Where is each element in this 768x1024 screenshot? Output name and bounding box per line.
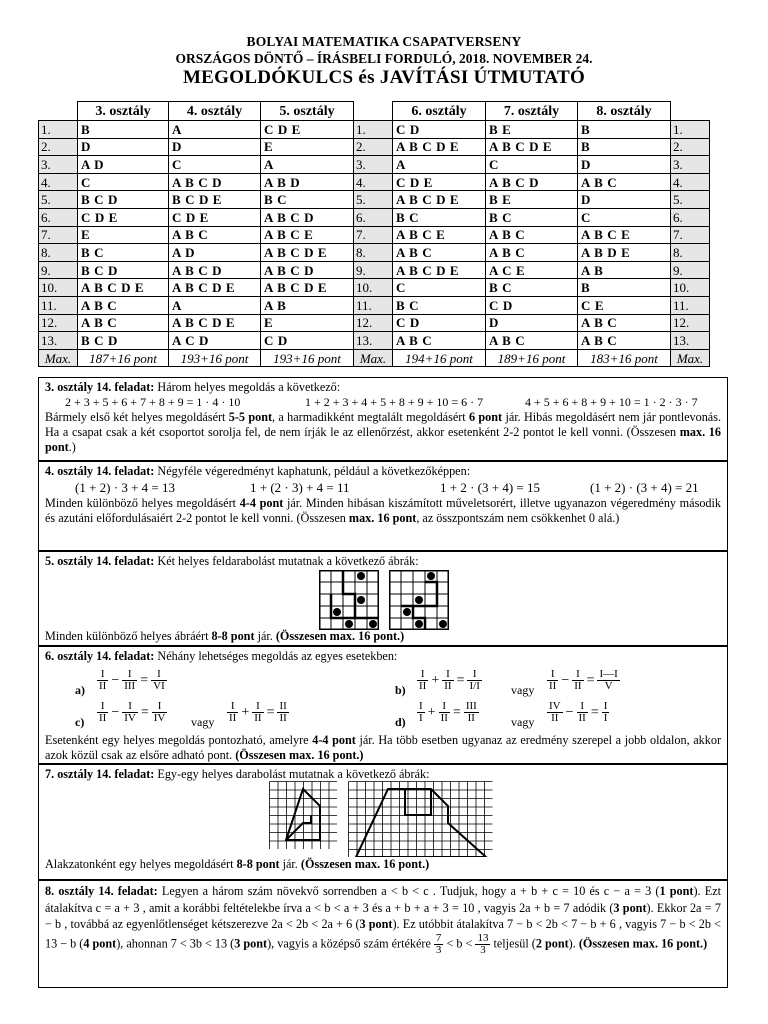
answer-cell: A B C xyxy=(393,244,486,262)
s4-title: 4. osztály 14. feladat: xyxy=(45,464,155,478)
s3-eq3: 4 + 5 + 6 + 8 + 9 + 10 = 1 · 2 · 3 · 7 xyxy=(525,395,698,409)
row-number: 12. xyxy=(39,314,78,332)
table-row xyxy=(39,208,710,226)
answer-cell: B C xyxy=(78,244,169,262)
s8-fraction-7-3: $\frac{7}{3}$ xyxy=(435,931,442,956)
answer-cell: A D xyxy=(78,156,169,174)
grid-figure-1 xyxy=(319,570,379,630)
answer-cell: A B C xyxy=(78,314,169,332)
answer-cell: A B D E xyxy=(578,244,671,262)
row-number: 5. xyxy=(354,191,393,209)
row-number: 7. xyxy=(671,226,710,244)
answer-cell: A B C D E xyxy=(78,279,169,297)
fraction: $\frac{I—I}{V}$ xyxy=(599,668,618,692)
answer-cell: A B C D E xyxy=(393,191,486,209)
s6-d-vagy: vagy xyxy=(511,715,535,729)
s5-text: Minden különböző helyes ábráért 8-8 pont jár. (Összesen max. 16 pont.) xyxy=(45,629,405,643)
max-label: Max. xyxy=(671,349,710,367)
row-number: 5. xyxy=(39,191,78,209)
answer-cell: A xyxy=(261,156,354,174)
answer-cell: B C D xyxy=(78,332,169,350)
answer-cell: B C D xyxy=(78,191,169,209)
table-row xyxy=(39,226,710,244)
answer-cell: D xyxy=(486,314,578,332)
s6-intro: Néhány lehetséges megoldás az egyes esetekben: xyxy=(157,649,398,663)
fraction: $\frac{I}{II}$ xyxy=(574,668,582,692)
answer-cell: D xyxy=(169,138,261,156)
s6-a-expr: $\frac{I}{II}$ − $\frac{I}{\text{III}}$ = $\frac{I}{VI}$ xyxy=(99,668,165,692)
s6-c-expr2: $\frac{I}{II}$ + $\frac{I}{II}$ = $\frac{II}{II}$ xyxy=(229,700,287,724)
max-value: 183+16 pont xyxy=(578,349,671,367)
max-value: 187+16 pont xyxy=(78,349,169,367)
table-row xyxy=(39,173,710,191)
fraction: $\frac{I}{I/I}$ xyxy=(469,668,480,692)
header-line-2: ORSZÁGOS DÖNTŐ – ÍRÁSBELI FORDULÓ, 2018. NOVEMBER 24. xyxy=(175,51,593,66)
row-number: 10. xyxy=(39,279,78,297)
answer-cell: A B C xyxy=(78,296,169,314)
row-number: 7. xyxy=(39,226,78,244)
fraction: $\frac{I}{II}$ xyxy=(578,700,586,724)
answer-cell: C D xyxy=(393,121,486,139)
s6-b-expr2: $\frac{I}{II}$ − $\frac{I}{II}$ = $\frac{I—I}{V}$ xyxy=(549,668,618,692)
max-row xyxy=(39,349,710,367)
answer-cell: A B C xyxy=(486,226,578,244)
fraction: $\frac{I}{II}$ xyxy=(99,668,107,692)
table-row xyxy=(39,121,710,139)
answer-cell: E xyxy=(261,138,354,156)
max-value: 193+16 pont xyxy=(169,349,261,367)
s3-eq2: 1 + 2 + 3 + 4 + 5 + 8 + 9 + 10 = 6 · 7 xyxy=(305,395,484,409)
s3-intro: Három helyes megoldás a következő: xyxy=(157,380,341,394)
fraction: $\frac{IV}{II}$ xyxy=(549,700,561,724)
table-row xyxy=(39,138,710,156)
fraction: $\frac{I}{II}$ xyxy=(444,668,452,692)
s5-intro: Két helyes feldarabolást mutatnak a következő ábrák: xyxy=(157,554,419,568)
s7-text: Alakzatonként egy helyes megoldásért 8-8 pont jár. (Összesen max. 16 pont.) xyxy=(45,857,430,871)
row-number: 10. xyxy=(671,279,710,297)
answer-cell: A xyxy=(393,156,486,174)
answer-cell: A C D xyxy=(169,332,261,350)
section-grade-8 xyxy=(38,880,728,988)
s4-eq3: 1 + 2 · (3 + 4) = 15 xyxy=(440,480,540,495)
fraction: $\frac{I}{II}$ xyxy=(440,700,448,724)
fraction: $\frac{\text{III}}{II}$ xyxy=(465,700,477,724)
answer-cell: B xyxy=(578,279,671,297)
table-row xyxy=(39,191,710,209)
answer-cell: B xyxy=(578,138,671,156)
answer-cell: D xyxy=(78,138,169,156)
s8-text: 8. osztály 14. feladat: Legyen a három szám növekvő sorrendben a < b < c . Tudjuk, hogy a + b + c = 10 és c − a = 3 (1 pont). Ezt átalakítva c = a + 3 , amit a korábbi feltételekbe írva a < b < a + 3 és a + b + a + 3 = 10 , vagyis 2a + b = 7 adódik (3 pont). Ekkor 2a = 7 − b , továbbá az egyenlőtlenséget kétszerezve 2a < 2b < 2a + 6 (3 pont). Ez utóbbit átalakítva 7 − b < 2b < 7 − b + 6 , vagyis 7 − b < 2b < 13 − b (4 pont), ahonnan 7 < 3b < 13 (3 pont), vagyis a középső szám értékére $\frac{7}{3}$ < b < $\frac{13}{3}$ teljesül (2 pont). (Összesen max. 16 pont.) xyxy=(45,884,722,956)
s5-title: 5. osztály 14. feladat: xyxy=(45,554,155,568)
answer-cell: B E xyxy=(486,121,578,139)
answer-cell: A B C xyxy=(169,226,261,244)
s6-d-expr1: $\frac{I}{I}$ + $\frac{I}{II}$ = $\frac{\text{III}}{II}$ xyxy=(419,700,477,724)
answer-cell: B C xyxy=(486,279,578,297)
fraction: $\frac{I}{II}$ xyxy=(229,700,237,724)
row-number: 3. xyxy=(671,156,710,174)
answer-cell: A B C E xyxy=(261,226,354,244)
fraction: $\frac{I}{VI}$ xyxy=(153,668,165,692)
s6-d-label: d) xyxy=(395,715,406,729)
answer-cell: D xyxy=(578,191,671,209)
fraction: $\frac{I}{IV}$ xyxy=(124,700,136,724)
answer-key-table xyxy=(38,101,710,367)
max-value: 193+16 pont xyxy=(261,349,354,367)
row-number: 1. xyxy=(39,121,78,139)
answer-cell: A B C xyxy=(486,244,578,262)
answer-cell: A B C D E xyxy=(261,279,354,297)
row-number: 11. xyxy=(39,296,78,314)
answer-cell: A B C xyxy=(578,173,671,191)
answer-cell: A B C xyxy=(578,314,671,332)
s8-fraction-13-3: $\frac{13}{3}$ xyxy=(477,931,489,956)
answer-cell: C xyxy=(393,279,486,297)
fraction: $\frac{I}{II}$ xyxy=(549,668,557,692)
row-number: 2. xyxy=(354,138,393,156)
table-header-row xyxy=(39,102,710,121)
s6-b-label: b) xyxy=(395,683,406,697)
table-row xyxy=(39,244,710,262)
s7-title: 7. osztály 14. feladat: xyxy=(45,767,155,781)
row-number: 4. xyxy=(671,173,710,191)
row-number: 1. xyxy=(354,121,393,139)
s3-eq1: 2 + 3 + 5 + 6 + 7 + 8 + 9 = 1 · 4 · 10 xyxy=(65,395,241,409)
max-label: Max. xyxy=(39,349,78,367)
answer-cell: B E xyxy=(486,191,578,209)
answer-cell: A B C D E xyxy=(486,138,578,156)
row-number: 11. xyxy=(671,296,710,314)
answer-cell: A B C D E xyxy=(169,314,261,332)
answer-cell: A B C E xyxy=(393,226,486,244)
answer-cell: C D xyxy=(261,332,354,350)
max-label: Max. xyxy=(354,349,393,367)
table-row xyxy=(39,156,710,174)
answer-cell: A B C D xyxy=(261,208,354,226)
answer-cell: C D xyxy=(486,296,578,314)
row-number: 8. xyxy=(671,244,710,262)
row-number: 4. xyxy=(354,173,393,191)
row-number: 8. xyxy=(354,244,393,262)
row-number: 5. xyxy=(671,191,710,209)
table-row xyxy=(39,261,710,279)
answer-cell: D xyxy=(578,156,671,174)
row-number: 8. xyxy=(39,244,78,262)
answer-cell: B C xyxy=(393,208,486,226)
grid-figure-2 xyxy=(389,570,449,630)
row-number: 6. xyxy=(671,208,710,226)
s6-c-label: c) xyxy=(75,715,85,729)
s4-text: Minden különböző helyes megoldásért 4-4 pont jár. Minden hibásan kiszámított műveletsorért, illetve ugyanazon végeredmény második és azutáni előfordulásaiért 2-2 pontot le kell vonni. (Összesen max. 16 pont, az összpontszám nem csökkenhet 0 alá.) xyxy=(45,496,721,525)
answer-cell: C xyxy=(169,156,261,174)
answer-cell: A B C xyxy=(578,332,671,350)
row-number: 2. xyxy=(671,138,710,156)
document-title: MEGOLDÓKULCS és JAVÍTÁSI ÚTMUTATÓ xyxy=(182,67,586,88)
col-header-6: 6. osztály xyxy=(393,102,486,121)
s7-intro: Egy-egy helyes darabolást mutatnak a következő ábrák: xyxy=(157,767,430,781)
fraction: $\frac{I}{I}$ xyxy=(419,700,423,724)
row-number: 1. xyxy=(671,121,710,139)
section-grade-7 xyxy=(38,764,728,880)
answer-cell: C D xyxy=(393,314,486,332)
col-header-8: 8. osztály xyxy=(578,102,671,121)
answer-cell: B C xyxy=(393,296,486,314)
answer-cell: B C xyxy=(261,191,354,209)
fraction: $\frac{I}{IV}$ xyxy=(153,700,166,724)
answer-cell: A B C D xyxy=(169,261,261,279)
answer-cell: A B C D xyxy=(261,261,354,279)
answer-cell: A B C xyxy=(486,332,578,350)
s6-c-expr1: $\frac{I}{II}$ − $\frac{I}{IV}$ = $\frac{I}{IV}$ xyxy=(99,700,166,724)
shape-figure-2 xyxy=(348,781,493,857)
row-number: 13. xyxy=(671,332,710,350)
section-grade-5 xyxy=(38,551,728,646)
fraction: $\frac{I}{II}$ xyxy=(419,668,427,692)
answer-cell: A B C E xyxy=(578,226,671,244)
answer-cell: B C xyxy=(486,208,578,226)
row-number: 9. xyxy=(671,261,710,279)
col-header-4: 4. osztály xyxy=(169,102,261,121)
s6-b-vagy: vagy xyxy=(511,683,535,697)
table-row xyxy=(39,332,710,350)
answer-cell: C xyxy=(486,156,578,174)
answer-cell: C E xyxy=(578,296,671,314)
row-number: 9. xyxy=(354,261,393,279)
s6-title: 6. osztály 14. feladat: xyxy=(45,649,155,663)
table-row xyxy=(39,314,710,332)
s4-eq2: 1 + (2 · 3) + 4 = 11 xyxy=(250,480,350,495)
s6-c-vagy: vagy xyxy=(191,715,215,729)
answer-cell: C xyxy=(578,208,671,226)
row-number: 13. xyxy=(39,332,78,350)
answer-cell: A xyxy=(169,296,261,314)
s4-intro: Négyféle végeredményt kaphatunk, például a következőképpen: xyxy=(157,464,471,478)
answer-cell: A B C D xyxy=(486,173,578,191)
s3-text: Bármely első két helyes megoldásért 5-5 pont, a harmadikként megtalált megoldásért 6 pont jár. Hibás megoldásért nem jár pontlevonás. Ha a csapat csak a két csoportot sorolja fel, de nem írják le az ellenőrzést, akkor esetenként 2-2 pontot le kell vonni. (Összesen max. 16 pont.) xyxy=(45,410,722,454)
s6-b-expr1: $\frac{I}{II}$ + $\frac{I}{II}$ = $\frac{I}{I/I}$ xyxy=(419,668,480,692)
answer-cell: A D xyxy=(169,244,261,262)
shape-figure-1 xyxy=(269,781,337,849)
row-number: 9. xyxy=(39,261,78,279)
row-number: 12. xyxy=(354,314,393,332)
fraction: $\frac{I}{II}$ xyxy=(254,700,262,724)
answer-cell: A B C D E xyxy=(393,138,486,156)
max-value: 194+16 pont xyxy=(393,349,486,367)
header-line-1: BOLYAI MATEMATIKA CSAPATVERSENY xyxy=(246,34,522,49)
col-header-7: 7. osztály xyxy=(486,102,578,121)
row-number: 6. xyxy=(354,208,393,226)
row-number: 2. xyxy=(39,138,78,156)
max-value: 189+16 pont xyxy=(486,349,578,367)
row-number: 13. xyxy=(354,332,393,350)
answer-cell: C D E xyxy=(393,173,486,191)
fraction: $\frac{I}{II}$ xyxy=(99,700,107,724)
answer-cell: E xyxy=(78,226,169,244)
answer-cell: A B xyxy=(578,261,671,279)
fraction: $\frac{I}{I}$ xyxy=(603,700,608,724)
table-row xyxy=(39,296,710,314)
section-grade-4 xyxy=(38,461,728,551)
row-number: 4. xyxy=(39,173,78,191)
row-number: 3. xyxy=(39,156,78,174)
answer-cell: B xyxy=(578,121,671,139)
s6-a-label: a) xyxy=(75,683,85,697)
col-header-3: 3. osztály xyxy=(78,102,169,121)
section-grade-3 xyxy=(38,377,728,461)
answer-cell: A xyxy=(169,121,261,139)
row-number: 6. xyxy=(39,208,78,226)
answer-cell: A B C xyxy=(393,332,486,350)
answer-cell: C D E xyxy=(261,121,354,139)
fraction: $\frac{I}{\text{III}}$ xyxy=(124,668,136,692)
answer-cell: A B C D E xyxy=(261,244,354,262)
answer-cell: E xyxy=(261,314,354,332)
s4-eq1: (1 + 2) · 3 + 4 = 13 xyxy=(75,480,175,495)
row-number: 10. xyxy=(354,279,393,297)
answer-cell: A B C D xyxy=(169,173,261,191)
answer-cell: C D E xyxy=(169,208,261,226)
row-number: 3. xyxy=(354,156,393,174)
answer-cell: C D E xyxy=(78,208,169,226)
table-row xyxy=(39,279,710,297)
answer-cell: A B D xyxy=(261,173,354,191)
row-number: 12. xyxy=(671,314,710,332)
answer-cell: A B C D E xyxy=(393,261,486,279)
section-grade-6 xyxy=(38,646,728,764)
answer-cell: B C D E xyxy=(169,191,261,209)
answer-cell: C xyxy=(78,173,169,191)
s6-text: Esetenként egy helyes megoldás pontozható, amelyre 4-4 pont jár. Ha több esetben ugyanaz az eredmény szerepel a jobb oldalon, akkor azok közül csak az elsőre adható pont. (Összesen max. 16 pont.) xyxy=(45,733,722,762)
col-header-5: 5. osztály xyxy=(261,102,354,121)
s4-eq4: (1 + 2) · (3 + 4) = 21 xyxy=(590,480,699,495)
answer-cell: A B C D E xyxy=(169,279,261,297)
answer-cell: A C E xyxy=(486,261,578,279)
answer-cell: B xyxy=(78,121,169,139)
answer-cell: A B xyxy=(261,296,354,314)
row-number: 7. xyxy=(354,226,393,244)
answer-cell: B C D xyxy=(78,261,169,279)
s3-title: 3. osztály 14. feladat: xyxy=(45,380,155,394)
fraction: $\frac{II}{II}$ xyxy=(279,700,287,724)
row-number: 11. xyxy=(354,296,393,314)
s6-d-expr2: $\frac{IV}{II}$ − $\frac{I}{II}$ = $\frac{I}{I}$ xyxy=(549,700,608,724)
